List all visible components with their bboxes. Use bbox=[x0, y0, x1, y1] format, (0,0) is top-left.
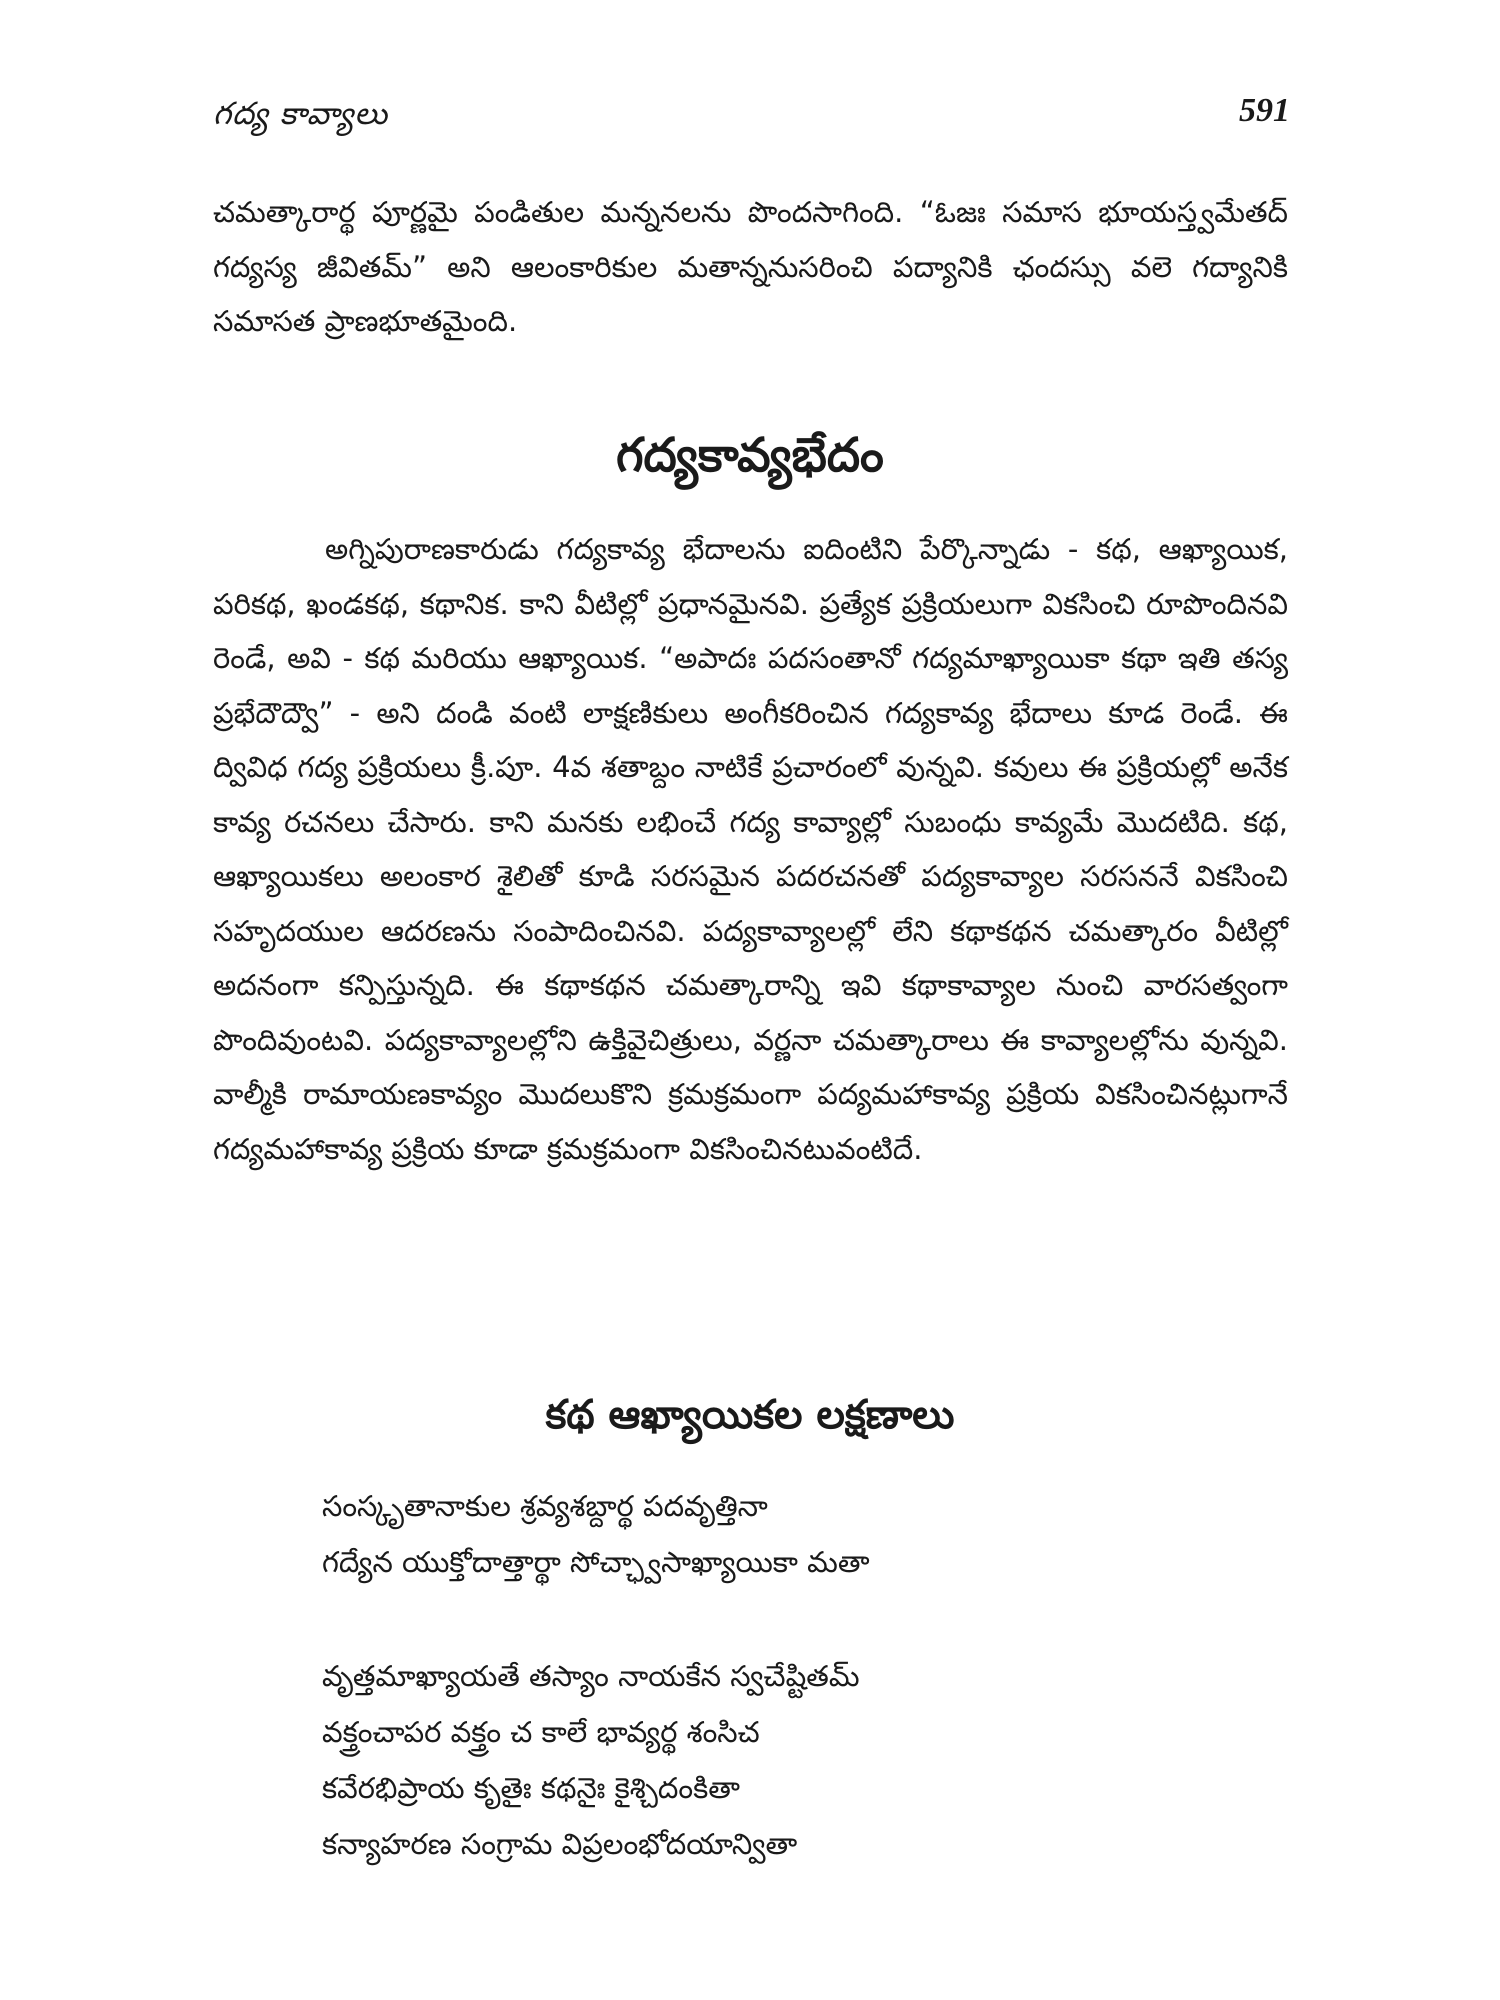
intro-paragraph: చమత్కారార్థ పూర్ణమై పండితుల మన్ననలను పొందసాగింది. “ఓజః సమాస భూయస్త్వమేతద్ గద్యస్య జీవితమ్” అని ఆలంకారికుల మతాన్ననుసరించి పద్యానికి ఛందస్సు వలె గద్యానికి సమాసత ప్రాణభూతమైంది. bbox=[213, 195, 1288, 338]
verse-line: కన్యాహరణ సంగ్రామ విప్రలంభోదయాన్వితా bbox=[322, 1827, 798, 1861]
page-number: 591 bbox=[1239, 92, 1290, 129]
verse-line: కవేరభిప్రాయ కృతైః కథనైః కైశ్చిదంకితా bbox=[322, 1771, 740, 1805]
verse-stanza-2 bbox=[322, 1648, 1282, 1872]
running-head: గద్య కావ్యాలు bbox=[213, 96, 389, 132]
verse-line: వక్త్రంచాపర వక్త్రం చ కాలే భావ్యర్థ శంసిచ bbox=[322, 1715, 760, 1749]
main-paragraph: అగ్నిపురాణకారుడు గద్యకావ్య భేదాలను ఐదింటిని పేర్కొన్నాడు - కథ, ఆఖ్యాయిక, పరికథ, ఖండకథ, కథానిక. కాని వీటిల్లో ప్రధానమైనవి. ప్రత్యేక ప్రక్రియలుగా వికసించి రూపొందినవి రెండే, అవి - కథ మరియు ఆఖ్యాయిక. “అపాదః పదసంతానో గద్యమాఖ్యాయికా కథా ఇతి తస్య ప్రభేదౌద్వౌ” - అని దండి వంటి లాక్షణికులు అంగీకరించిన గద్యకావ్య భేదాలు కూడ రెండే. ఈ ద్వివిధ గద్య ప్రక్రియలు క్రీ.పూ. 4వ శతాబ్దం నాటికే ప్రచారంలో వున్నవి. కవులు ఈ ప్రక్రియల్లో అనేక కావ్య రచనలు చేసారు. కాని మనకు లభించే గద్య కావ్యాల్లో సుబంధు కావ్యమే మొదటిది. కథ, ఆఖ్యాయికలు అలంకార శైలితో కూడి సరసమైన పదరచనతో పద్యకావ్యాల సరసననే వికసించి సహృదయుల ఆదరణను సంపాదించినవి. పద్యకావ్యాలల్లో లేని కథాకథన చమత్కారం వీటిల్లో అదనంగా కన్పిస్తున్నది. ఈ కథాకథన చమత్కారాన్ని ఇవి కథాకావ్యాల నుంచి వారసత్వంగా పొందివుంటవి. పద్యకావ్యాలల్లోని ఉక్తివైచిత్రులు, వర్ణనా చమత్కారాలు ఈ కావ్యాలల్లోను వున్నవి. వాల్మీకి రామాయణకావ్యం మొదలుకొని క్రమక్రమంగా పద్యమహాకావ్య ప్రక్రియ వికసించినట్లుగానే గద్యమహాకావ్య ప్రక్రియ కూడా క్రమక్రమంగా వికసించినటువంటిదే. bbox=[213, 532, 1288, 1166]
verse-line: గద్యేన యుక్తోదాత్తార్థా సోచ్ఛ్వాసాఖ్యాయికా మతా bbox=[322, 1545, 870, 1579]
verse-line: సంస్కృతానాకుల శ్రవ్యశబ్దార్థ పదవృత్తినా bbox=[322, 1489, 768, 1523]
verse-line: వృత్తమాఖ్యాయతే తస్యాం నాయకేన స్వచేష్టితమ్ bbox=[322, 1659, 860, 1693]
verse-stanza-1 bbox=[322, 1478, 1282, 1590]
section-heading-katha-akhyayika: కథ ఆఖ్యాయికల లక్షణాలు bbox=[545, 1392, 955, 1438]
section-heading-gadya-kavya-bhedam: గద్యకావ్యభేదం bbox=[616, 428, 884, 483]
